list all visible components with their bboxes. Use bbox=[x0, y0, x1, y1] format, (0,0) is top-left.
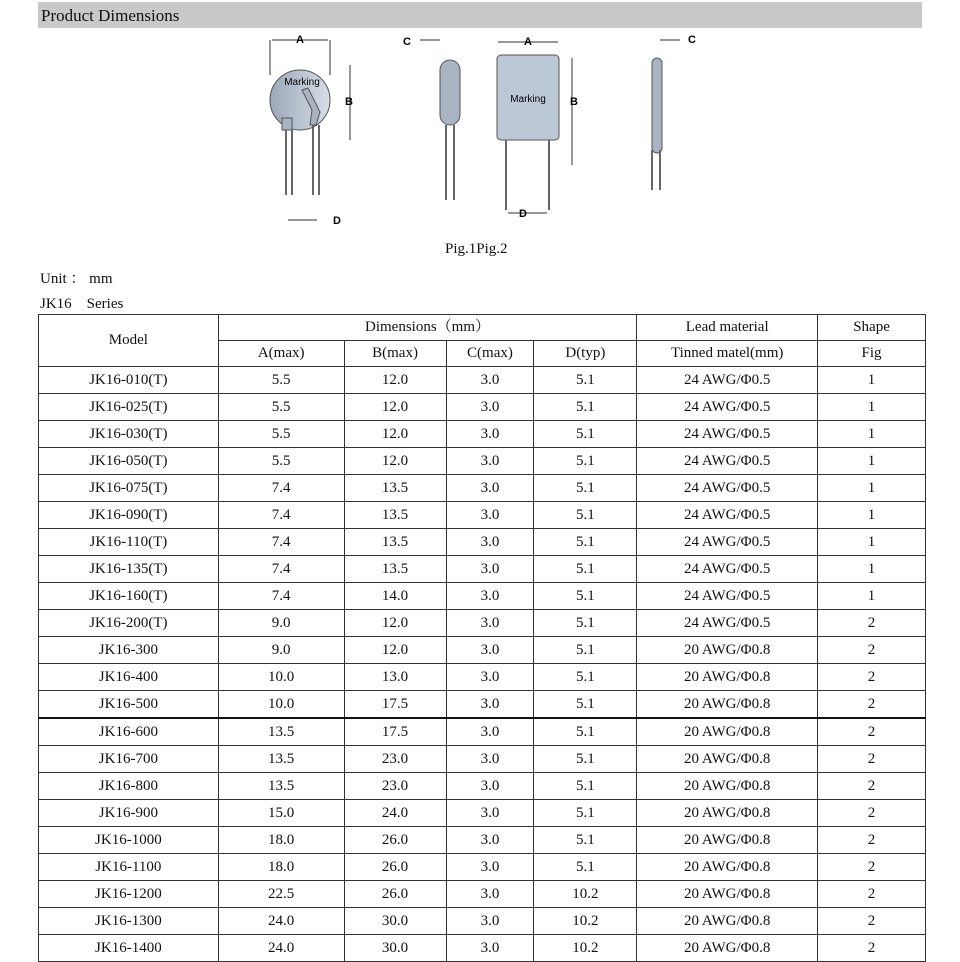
cell-a-max: 5.5 bbox=[218, 421, 344, 448]
table-row bbox=[39, 421, 926, 448]
table-row bbox=[39, 854, 926, 881]
table-row bbox=[39, 475, 926, 502]
cell-b-max: 12.0 bbox=[344, 367, 446, 394]
cell-fig: 2 bbox=[818, 827, 926, 854]
cell-d-typ: 5.1 bbox=[534, 502, 637, 529]
cell-d-typ: 5.1 bbox=[534, 475, 637, 502]
cell-tinned: 24 AWG/Φ0.5 bbox=[637, 529, 818, 556]
figure-caption: Pig.1Pig.2 bbox=[445, 241, 508, 257]
cell-b-max: 13.5 bbox=[344, 502, 446, 529]
cell-b-max: 26.0 bbox=[344, 881, 446, 908]
cell-c-max: 3.0 bbox=[446, 664, 534, 691]
cell-a-max: 13.5 bbox=[218, 718, 344, 746]
cell-tinned: 24 AWG/Φ0.5 bbox=[637, 367, 818, 394]
cell-d-typ: 5.1 bbox=[534, 610, 637, 637]
cell-model: JK16-030(T) bbox=[39, 421, 219, 448]
cell-model: JK16-1000 bbox=[39, 827, 219, 854]
cell-fig: 1 bbox=[818, 502, 926, 529]
table-row bbox=[39, 718, 926, 746]
cell-d-typ: 5.1 bbox=[534, 827, 637, 854]
table-row bbox=[39, 637, 926, 664]
cell-model: JK16-110(T) bbox=[39, 529, 219, 556]
header-model: Model bbox=[39, 315, 219, 367]
cell-model: JK16-075(T) bbox=[39, 475, 219, 502]
cell-a-max: 10.0 bbox=[218, 691, 344, 719]
table-row bbox=[39, 881, 926, 908]
cell-d-typ: 10.2 bbox=[534, 908, 637, 935]
cell-tinned: 20 AWG/Φ0.8 bbox=[637, 746, 818, 773]
cell-fig: 1 bbox=[818, 367, 926, 394]
cell-fig: 2 bbox=[818, 800, 926, 827]
cell-d-typ: 5.1 bbox=[534, 556, 637, 583]
cell-d-typ: 5.1 bbox=[534, 664, 637, 691]
header-lead-material: Lead material bbox=[637, 315, 818, 341]
cell-model: JK16-600 bbox=[39, 718, 219, 746]
cell-c-max: 3.0 bbox=[446, 610, 534, 637]
unit-label: Unit ： mm bbox=[40, 271, 113, 287]
cell-model: JK16-090(T) bbox=[39, 502, 219, 529]
marking-label-2: Marking bbox=[510, 94, 546, 105]
cell-fig: 1 bbox=[818, 475, 926, 502]
cell-model: JK16-300 bbox=[39, 637, 219, 664]
cell-b-max: 13.5 bbox=[344, 529, 446, 556]
cell-a-max: 5.5 bbox=[218, 448, 344, 475]
cell-model: JK16-050(T) bbox=[39, 448, 219, 475]
cell-tinned: 20 AWG/Φ0.8 bbox=[637, 691, 818, 719]
cell-b-max: 12.0 bbox=[344, 637, 446, 664]
cell-tinned: 24 AWG/Φ0.5 bbox=[637, 556, 818, 583]
table-row bbox=[39, 394, 926, 421]
cell-d-typ: 10.2 bbox=[534, 881, 637, 908]
header-shape: Shape bbox=[818, 315, 926, 341]
table-row bbox=[39, 935, 926, 962]
table-row bbox=[39, 502, 926, 529]
cell-tinned: 20 AWG/Φ0.8 bbox=[637, 935, 818, 962]
table-row bbox=[39, 448, 926, 475]
cell-b-max: 13.0 bbox=[344, 664, 446, 691]
cell-c-max: 3.0 bbox=[446, 935, 534, 962]
cell-a-max: 7.4 bbox=[218, 556, 344, 583]
cell-tinned: 20 AWG/Φ0.8 bbox=[637, 800, 818, 827]
cell-c-max: 3.0 bbox=[446, 827, 534, 854]
cell-model: JK16-200(T) bbox=[39, 610, 219, 637]
cell-d-typ: 5.1 bbox=[534, 800, 637, 827]
subheader-tinned: Tinned matel(mm) bbox=[637, 341, 818, 367]
table-row bbox=[39, 583, 926, 610]
cell-model: JK16-1400 bbox=[39, 935, 219, 962]
cell-tinned: 20 AWG/Φ0.8 bbox=[637, 664, 818, 691]
cell-c-max: 3.0 bbox=[446, 502, 534, 529]
cell-model: JK16-1100 bbox=[39, 854, 219, 881]
cell-a-max: 18.0 bbox=[218, 854, 344, 881]
cell-tinned: 24 AWG/Φ0.5 bbox=[637, 610, 818, 637]
cell-c-max: 3.0 bbox=[446, 718, 534, 746]
cell-c-max: 3.0 bbox=[446, 583, 534, 610]
cell-c-max: 3.0 bbox=[446, 475, 534, 502]
cell-c-max: 3.0 bbox=[446, 529, 534, 556]
cell-c-max: 3.0 bbox=[446, 881, 534, 908]
cell-b-max: 30.0 bbox=[344, 935, 446, 962]
cell-tinned: 20 AWG/Φ0.8 bbox=[637, 637, 818, 664]
cell-c-max: 3.0 bbox=[446, 691, 534, 719]
cell-b-max: 14.0 bbox=[344, 583, 446, 610]
cell-a-max: 15.0 bbox=[218, 800, 344, 827]
cell-fig: 1 bbox=[818, 394, 926, 421]
cell-tinned: 20 AWG/Φ0.8 bbox=[637, 881, 818, 908]
label-d: D bbox=[333, 215, 341, 227]
cell-a-max: 13.5 bbox=[218, 773, 344, 800]
table-row bbox=[39, 800, 926, 827]
fig1-side-drawing bbox=[403, 36, 460, 200]
cell-a-max: 7.4 bbox=[218, 475, 344, 502]
table-row bbox=[39, 556, 926, 583]
cell-a-max: 24.0 bbox=[218, 935, 344, 962]
marking-label: Marking bbox=[284, 77, 320, 88]
cell-tinned: 24 AWG/Φ0.5 bbox=[637, 421, 818, 448]
cell-b-max: 12.0 bbox=[344, 610, 446, 637]
cell-model: JK16-900 bbox=[39, 800, 219, 827]
cell-model: JK16-160(T) bbox=[39, 583, 219, 610]
cell-a-max: 13.5 bbox=[218, 746, 344, 773]
cell-fig: 1 bbox=[818, 529, 926, 556]
cell-c-max: 3.0 bbox=[446, 908, 534, 935]
cell-model: JK16-1300 bbox=[39, 908, 219, 935]
table-row bbox=[39, 773, 926, 800]
subheader-d: D(typ) bbox=[534, 341, 637, 367]
cell-a-max: 7.4 bbox=[218, 529, 344, 556]
cell-a-max: 9.0 bbox=[218, 610, 344, 637]
cell-a-max: 18.0 bbox=[218, 827, 344, 854]
cell-model: JK16-700 bbox=[39, 746, 219, 773]
cell-tinned: 24 AWG/Φ0.5 bbox=[637, 394, 818, 421]
cell-model: JK16-135(T) bbox=[39, 556, 219, 583]
cell-b-max: 26.0 bbox=[344, 827, 446, 854]
table-row bbox=[39, 746, 926, 773]
cell-c-max: 3.0 bbox=[446, 746, 534, 773]
cell-d-typ: 5.1 bbox=[534, 529, 637, 556]
cell-b-max: 30.0 bbox=[344, 908, 446, 935]
cell-b-max: 26.0 bbox=[344, 854, 446, 881]
cell-c-max: 3.0 bbox=[446, 854, 534, 881]
cell-d-typ: 5.1 bbox=[534, 691, 637, 719]
section-title: Product Dimensions bbox=[38, 2, 922, 28]
cell-fig: 2 bbox=[818, 773, 926, 800]
label-d-2: D bbox=[519, 208, 527, 220]
cell-c-max: 3.0 bbox=[446, 448, 534, 475]
cell-fig: 2 bbox=[818, 881, 926, 908]
cell-c-max: 3.0 bbox=[446, 367, 534, 394]
series-label: JK16 Series bbox=[40, 296, 124, 312]
label-a-2: A bbox=[524, 36, 532, 48]
table-row bbox=[39, 367, 926, 394]
cell-fig: 2 bbox=[818, 718, 926, 746]
label-a: A bbox=[296, 34, 304, 46]
cell-tinned: 24 AWG/Φ0.5 bbox=[637, 502, 818, 529]
cell-fig: 2 bbox=[818, 854, 926, 881]
cell-d-typ: 5.1 bbox=[534, 448, 637, 475]
cell-fig: 2 bbox=[818, 908, 926, 935]
cell-fig: 2 bbox=[818, 610, 926, 637]
fig2-side-drawing bbox=[652, 34, 696, 190]
cell-fig: 1 bbox=[818, 583, 926, 610]
table-row bbox=[39, 827, 926, 854]
fig1-front-drawing bbox=[270, 34, 353, 227]
cell-fig: 2 bbox=[818, 664, 926, 691]
cell-model: JK16-800 bbox=[39, 773, 219, 800]
cell-fig: 2 bbox=[818, 637, 926, 664]
cell-b-max: 17.5 bbox=[344, 718, 446, 746]
cell-model: JK16-400 bbox=[39, 664, 219, 691]
cell-a-max: 5.5 bbox=[218, 367, 344, 394]
cell-c-max: 3.0 bbox=[446, 637, 534, 664]
cell-a-max: 24.0 bbox=[218, 908, 344, 935]
cell-a-max: 10.0 bbox=[218, 664, 344, 691]
cell-fig: 1 bbox=[818, 556, 926, 583]
cell-d-typ: 5.1 bbox=[534, 367, 637, 394]
cell-d-typ: 5.1 bbox=[534, 583, 637, 610]
cell-b-max: 13.5 bbox=[344, 475, 446, 502]
cell-c-max: 3.0 bbox=[446, 421, 534, 448]
cell-d-typ: 5.1 bbox=[534, 718, 637, 746]
cell-c-max: 3.0 bbox=[446, 773, 534, 800]
cell-d-typ: 5.1 bbox=[534, 421, 637, 448]
cell-b-max: 12.0 bbox=[344, 448, 446, 475]
cell-fig: 2 bbox=[818, 691, 926, 719]
cell-fig: 2 bbox=[818, 935, 926, 962]
dimensions-table bbox=[38, 314, 926, 962]
cell-d-typ: 5.1 bbox=[534, 773, 637, 800]
cell-d-typ: 5.1 bbox=[534, 746, 637, 773]
cell-model: JK16-1200 bbox=[39, 881, 219, 908]
cell-c-max: 3.0 bbox=[446, 800, 534, 827]
subheader-a: A(max) bbox=[218, 341, 344, 367]
cell-a-max: 9.0 bbox=[218, 637, 344, 664]
subheader-b: B(max) bbox=[344, 341, 446, 367]
cell-d-typ: 5.1 bbox=[534, 854, 637, 881]
cell-b-max: 24.0 bbox=[344, 800, 446, 827]
cell-a-max: 5.5 bbox=[218, 394, 344, 421]
cell-c-max: 3.0 bbox=[446, 556, 534, 583]
cell-fig: 1 bbox=[818, 421, 926, 448]
table-row bbox=[39, 664, 926, 691]
cell-d-typ: 5.1 bbox=[534, 637, 637, 664]
cell-tinned: 24 AWG/Φ0.5 bbox=[637, 583, 818, 610]
cell-model: JK16-010(T) bbox=[39, 367, 219, 394]
cell-model: JK16-025(T) bbox=[39, 394, 219, 421]
table-body bbox=[39, 367, 926, 962]
cell-b-max: 17.5 bbox=[344, 691, 446, 719]
cell-tinned: 24 AWG/Φ0.5 bbox=[637, 448, 818, 475]
table-row bbox=[39, 610, 926, 637]
cell-c-max: 3.0 bbox=[446, 394, 534, 421]
subheader-c: C(max) bbox=[446, 341, 534, 367]
subheader-fig: Fig bbox=[818, 341, 926, 367]
dimension-drawings bbox=[240, 30, 720, 240]
cell-a-max: 22.5 bbox=[218, 881, 344, 908]
cell-a-max: 7.4 bbox=[218, 502, 344, 529]
label-b: B bbox=[345, 96, 353, 108]
label-b-2: B bbox=[570, 96, 578, 108]
label-c: C bbox=[403, 36, 411, 48]
fig2-front-drawing bbox=[497, 36, 578, 220]
table-row bbox=[39, 908, 926, 935]
cell-tinned: 20 AWG/Φ0.8 bbox=[637, 827, 818, 854]
cell-d-typ: 5.1 bbox=[534, 394, 637, 421]
cell-fig: 2 bbox=[818, 746, 926, 773]
cell-b-max: 12.0 bbox=[344, 394, 446, 421]
table-row bbox=[39, 529, 926, 556]
cell-b-max: 23.0 bbox=[344, 773, 446, 800]
cell-tinned: 20 AWG/Φ0.8 bbox=[637, 854, 818, 881]
cell-model: JK16-500 bbox=[39, 691, 219, 719]
label-c-2: C bbox=[688, 34, 696, 46]
cell-d-typ: 10.2 bbox=[534, 935, 637, 962]
cell-fig: 1 bbox=[818, 448, 926, 475]
header-dimensions: Dimensions（mm） bbox=[218, 315, 637, 341]
cell-tinned: 24 AWG/Φ0.5 bbox=[637, 475, 818, 502]
cell-tinned: 20 AWG/Φ0.8 bbox=[637, 718, 818, 746]
cell-b-max: 13.5 bbox=[344, 556, 446, 583]
cell-a-max: 7.4 bbox=[218, 583, 344, 610]
table-row bbox=[39, 691, 926, 719]
cell-tinned: 20 AWG/Φ0.8 bbox=[637, 908, 818, 935]
cell-tinned: 20 AWG/Φ0.8 bbox=[637, 773, 818, 800]
cell-b-max: 23.0 bbox=[344, 746, 446, 773]
cell-b-max: 12.0 bbox=[344, 421, 446, 448]
